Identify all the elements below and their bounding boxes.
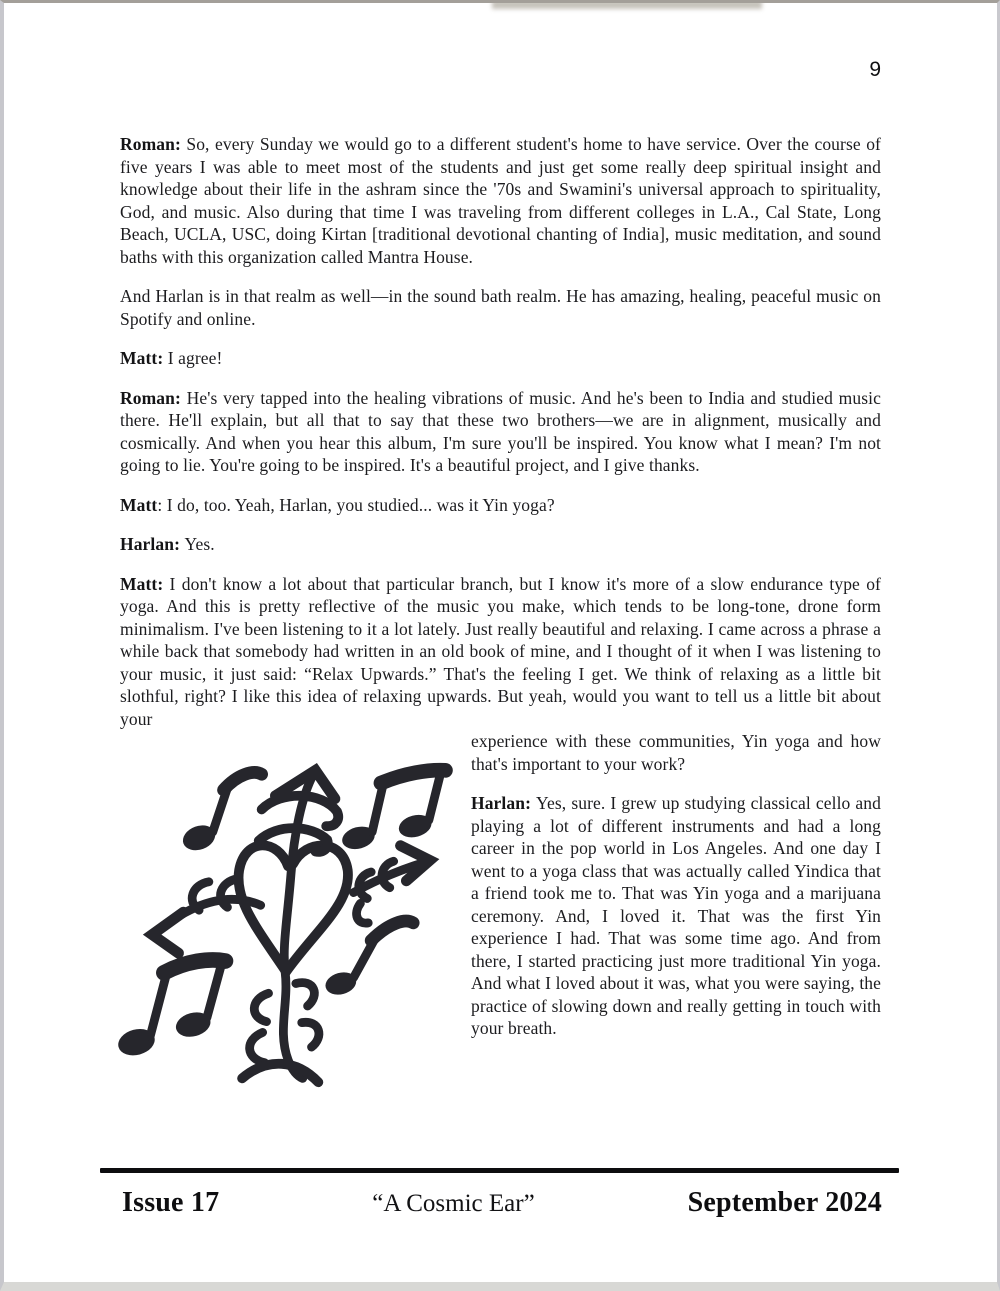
- speaker-label: Roman:: [120, 134, 187, 154]
- heart-arrow-music-doodle-illustration: [114, 736, 466, 1100]
- speaker-label: Roman:: [120, 387, 187, 408]
- footer-date: September 2024: [687, 1187, 882, 1218]
- footer: [122, 1187, 882, 1219]
- speaker-label: Matt:: [120, 348, 168, 368]
- speaker-label: Matt:: [120, 573, 170, 594]
- paragraph: Roman: So, every Sunday we would go to a different student's home to have service. Over the course of five years I was able to meet most of the students and just get some really deep spiritual insight and knowledge about their life in the ashram since the '70s and Swamini's universal approach to spirituality, God, and music. Also during that time I was traveling from different colleges in L.A., Cal State, Long Beach, UCLA, USC, doing Kirtan [traditional devotional chanting of India], music meditation, and sound baths with this organization called Mantra House.: [120, 134, 881, 267]
- image-text-wrap-row: [120, 730, 881, 1106]
- paragraph: Matt: I do, too. Yeah, Harlan, you studied... was it Yin yoga?: [120, 494, 555, 515]
- illustration-container: [114, 736, 471, 1106]
- footer-issue: Issue 17: [122, 1187, 220, 1218]
- footer-title: “A Cosmic Ear”: [372, 1190, 535, 1217]
- paragraph: And Harlan is in that realm as well—in the sound bath realm. He has amazing, healing, peaceful music on Spotify and online.: [120, 286, 881, 329]
- paragraph: Matt: I don't know a lot about that particular branch, but I know it's more of a slow endurance type of yoga. And this is pretty reflective of the music you make, which tends to be long-tone, drone form minimalism. I've been listening to it a lot lately. Just really beautiful and relaxing. I came across a phrase a while back that somebody had written in an old book of mine, and I thought of it when I was listening to your music, it just said: “Relax Upwards.” That's the feeling I get. We think of relaxing as a little bit slothful, right? I like this idea of relaxing upwards. But yeah, would you want to tell us a little bit about your: [120, 573, 881, 729]
- speaker-label: Harlan:: [120, 534, 185, 554]
- paragraph-continuation: experience with these communities, Yin yoga and how that's important to your work?: [471, 731, 881, 774]
- paragraph: Harlan: Yes.: [120, 534, 215, 554]
- paragraph: Roman: He's very tapped into the healing vibrations of music. And he's been to India and studied music there. He'll explain, but all that to say that these two brothers—we are in alignment, musically and cosmically. And when you hear this album, I'm sure you'll be inspired. You know what I mean? I'm not going to lie. You're going to be inspired. It's a beautiful project, and I give thanks.: [120, 387, 881, 475]
- wrapped-text-column: [471, 730, 881, 1057]
- speaker-label: Matt: [120, 494, 158, 515]
- speaker-label: Harlan:: [471, 793, 537, 813]
- paragraph: Matt: I agree!: [120, 348, 223, 368]
- scan-artifact: [492, 0, 762, 9]
- footer-rule: [100, 1168, 899, 1173]
- paragraph: Harlan: Yes, sure. I grew up studying classical cello and playing a lot of different instruments and had a long career in the pop world in Los Angeles. And one day I went to a yoga class that was actually called Yindica that a friend took me to. That was Yin yoga and a marijuana ceremony. And, I loved it. That was the first Yin experience I had. That was some time ago. And from there, I started practicing just more traditional Yin yoga. And what I loved about it was, what you were saying, the practice of slowing down and really getting in touch with your breath.: [471, 793, 881, 1038]
- interview-text: [120, 133, 881, 1106]
- page-number: 9: [869, 58, 881, 81]
